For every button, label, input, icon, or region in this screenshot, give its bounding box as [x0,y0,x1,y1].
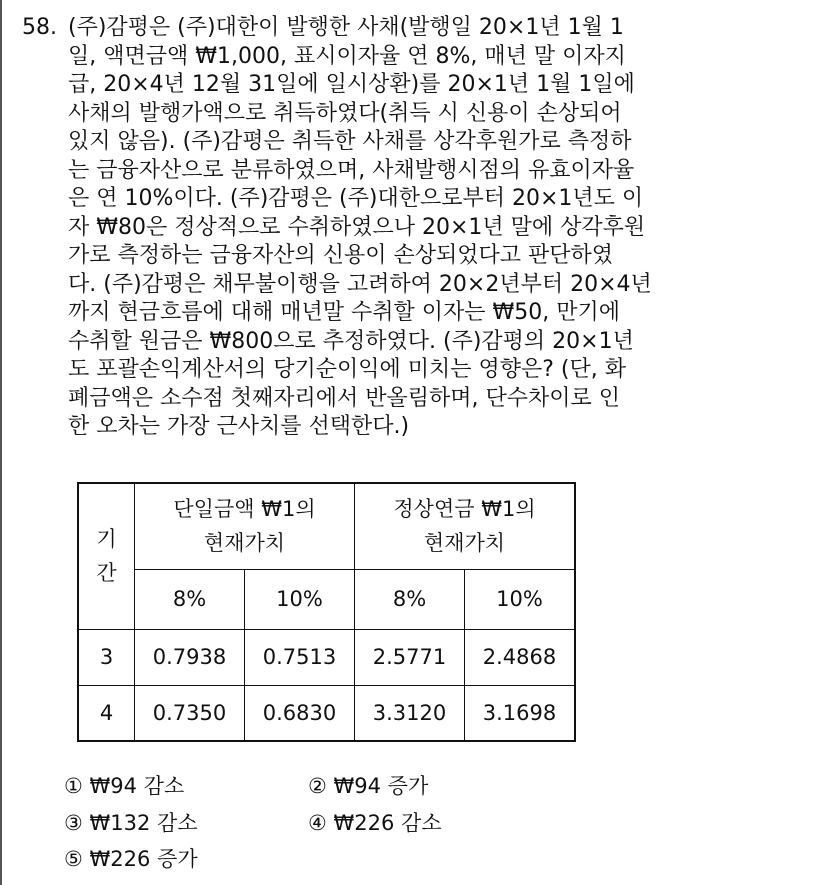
choice-4[interactable] [308,807,552,837]
value-cell: 0.7513 [245,629,355,685]
question-line [22,14,802,43]
annuity-pv-header [355,483,576,569]
choice-2[interactable] [308,770,552,800]
period-cell: 4 [78,685,135,741]
choice-text: ₩226 증가 [89,847,198,871]
period-cell: 3 [78,629,135,685]
choice-mark: ③ [64,810,83,835]
question-line: 수취할 원금은 ₩800으로 추정하였다. (주)감평의 20×1년 [68,328,634,354]
question-number: 58. [22,15,57,40]
choice-text: ₩94 감소 [89,774,185,798]
present-value-table [77,482,576,742]
question-text [22,14,802,442]
rate-header: 8% [355,569,465,629]
choice-5[interactable] [64,843,308,873]
question-line: 도 포괄손익계산서의 당기순이익에 미치는 영향은? (단, 화 [68,357,627,382]
value-cell: 2.4868 [465,629,576,685]
choice-1[interactable] [64,770,308,800]
choice-text: ₩94 증가 [333,774,429,798]
period-header-top: 기 [96,527,117,552]
question-line: 급, 20×4년 12월 31일에 일시상환)를 20×1년 1월 1일에 [68,72,635,97]
rate-header: 10% [465,569,576,629]
value-cell: 3.3120 [355,685,465,741]
question-line: 는 금융자산으로 분류하였으며, 사채발행시점의 유효이자율 [68,157,635,183]
question-line: 일, 액면금액 ₩1,000, 표시이자율 연 8%, 매년 말 이자지 [68,43,626,69]
value-cell: 2.5771 [355,629,465,685]
period-header [78,483,135,629]
value-cell: 3.1698 [465,685,576,741]
question-line: 다. (주)감평은 채무불이행을 고려하여 20×2년부터 20×4년 [68,271,652,297]
question-line: 있지 않음). (주)감평은 취득한 사채를 상각후원가로 측정하 [68,129,632,154]
value-cell: 0.7350 [135,685,245,741]
question-line: 은 연 10%이다. (주)감평은 (주)대한으로부터 20×1년도 이 [68,186,644,211]
question-line: 까지 현금흐름에 대해 매년말 수취할 이자는 ₩50, 만기에 [68,300,620,325]
table-row [78,629,575,685]
choice-mark: ⑤ [64,847,83,871]
value-cell: 0.6830 [245,685,355,741]
table-row [78,685,575,741]
answer-choices [64,770,552,880]
question-line: 한 오차는 가장 근사치를 선택한다.) [68,414,410,439]
period-header-bottom: 간 [96,561,117,586]
value-cell: 0.7938 [135,629,245,685]
single-sum-pv-header [135,483,355,569]
question-line: 사채의 발행가액으로 취득하였다(취득 시 신용이 손상되어 [68,100,622,126]
question-line-text: (주)감평은 (주)대한이 발행한 사채(발행일 20×1년 1월 1 [68,15,624,40]
question-line: 가로 측정하는 금융자산의 신용이 손상되었다고 판단하였 [68,243,614,268]
choice-3[interactable] [64,807,308,837]
header-line: 현재가치 [203,531,286,556]
question-line: 폐금액은 소수점 첫째자리에서 반올림하며, 단수차이로 인 [68,385,621,411]
question-line: 자 ₩80은 정상적으로 수취하였으나 20×1년 말에 상각후원 [68,214,646,240]
rate-header: 10% [245,569,355,629]
rate-header: 8% [135,569,245,629]
page-left-border [0,0,2,885]
choice-text: ₩226 감소 [333,810,442,835]
header-line: 정상연금 ₩1의 [393,497,536,522]
choice-mark: ④ [308,810,327,835]
choice-text: ₩132 감소 [89,810,198,835]
header-line: 현재가치 [423,531,506,556]
choice-mark: ① [64,774,83,798]
choice-mark: ② [308,774,327,798]
header-line: 단일금액 ₩1의 [173,497,316,522]
